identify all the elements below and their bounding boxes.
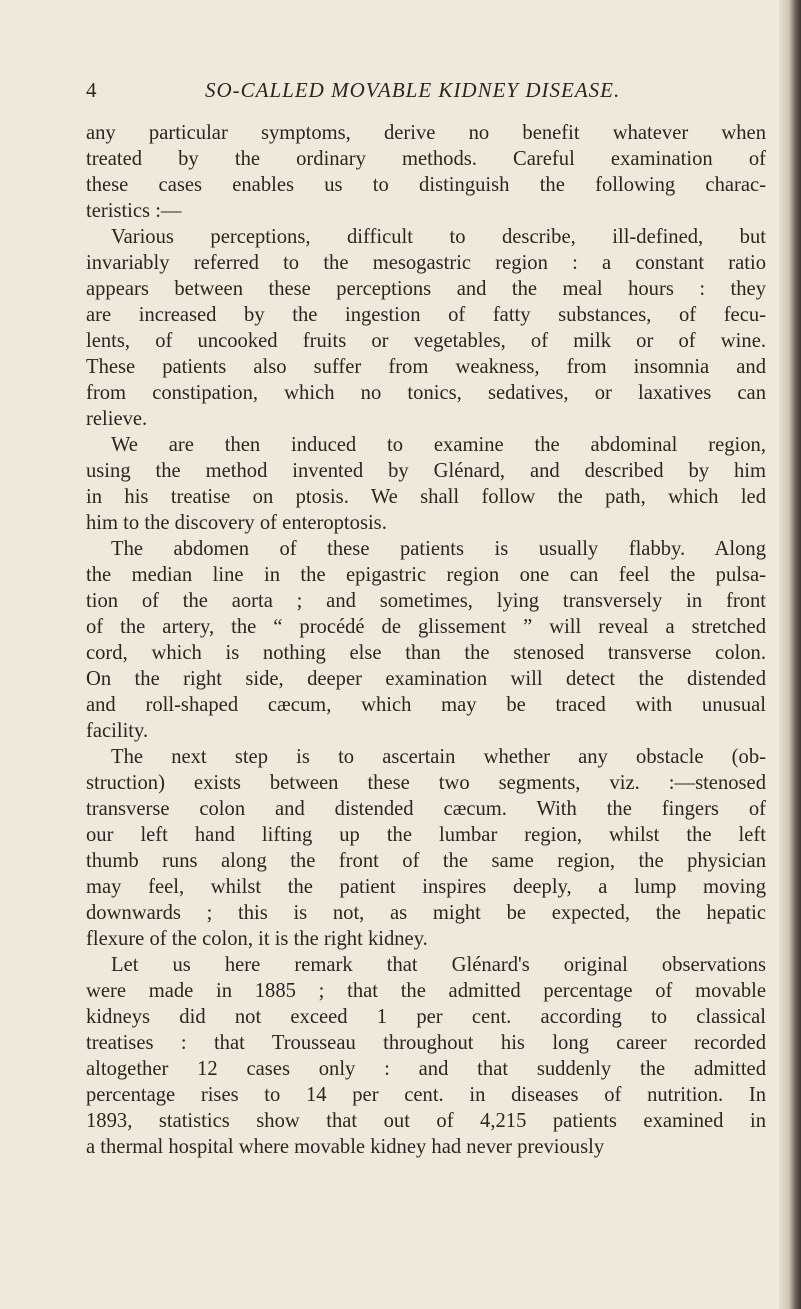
text-line: invariably referred to the mesogastric region : a constant ratio [86, 252, 766, 274]
page-edge-shadow [779, 0, 801, 1309]
text-line: the median line in the epigastric region one can feel the pulsa- [86, 564, 766, 586]
paragraph [86, 224, 766, 432]
text-line: him to the discovery of enteroptosis. [86, 512, 387, 534]
text-line: struction) exists between these two segments, viz. :—stenosed [86, 772, 766, 794]
paragraph [86, 120, 766, 224]
text-line: flexure of the colon, it is the right kidney. [86, 928, 428, 950]
text-line: thumb runs along the front of the same region, the physician [86, 850, 766, 872]
text-line: cord, which is nothing else than the stenosed transverse colon. [86, 642, 766, 664]
page-number: 4 [86, 78, 98, 102]
text-line: in his treatise on ptosis. We shall follow the path, which led [86, 486, 766, 508]
text-line: these cases enables us to distinguish the following charac- [86, 174, 766, 196]
text-line: On the right side, deeper examination will detect the distended [86, 668, 766, 690]
text-line: facility. [86, 720, 149, 742]
text-line: our left hand lifting up the lumbar region, whilst the left [86, 824, 766, 846]
text-line: treated by the ordinary methods. Careful examination of [86, 148, 766, 170]
text-line: The next step is to ascertain whether any obstacle (ob- [111, 746, 766, 768]
text-line: may feel, whilst the patient inspires deeply, a lump moving [86, 876, 766, 898]
body-text [86, 120, 766, 1160]
text-line: kidneys did not exceed 1 per cent. according to classical [86, 1006, 766, 1028]
paragraph [86, 536, 766, 744]
text-line: tion of the aorta ; and sometimes, lying transversely in front [86, 590, 766, 612]
text-line: treatises : that Trousseau throughout his long career recorded [86, 1032, 766, 1054]
text-line: altogether 12 cases only : and that suddenly the admitted [86, 1058, 766, 1080]
text-line: teristics :— [86, 200, 182, 222]
paragraph [86, 952, 766, 1160]
text-line: using the method invented by Glénard, and described by him [86, 460, 766, 482]
text-line: from constipation, which no tonics, sedatives, or laxatives can [86, 382, 766, 404]
text-line: 1893, statistics show that out of 4,215 patients examined in [86, 1110, 766, 1132]
paragraph [86, 744, 766, 952]
text-line: percentage rises to 14 per cent. in diseases of nutrition. In [86, 1084, 766, 1106]
text-line: any particular symptoms, derive no benefit whatever when [86, 122, 766, 144]
text-line: Various perceptions, difficult to describe, ill-defined, but [111, 226, 766, 248]
paragraph [86, 432, 766, 536]
running-title: SO-CALLED MOVABLE KIDNEY DISEASE. [205, 78, 621, 102]
running-header [86, 78, 706, 108]
text-line: downwards ; this is not, as might be expected, the hepatic [86, 902, 766, 924]
text-line: and roll-shaped cæcum, which may be traced with unusual [86, 694, 766, 716]
text-line: Let us here remark that Glénard's original observations [111, 954, 766, 976]
text-line: lents, of uncooked fruits or vegetables, of milk or of wine. [86, 330, 766, 352]
text-line: The abdomen of these patients is usually flabby. Along [111, 538, 766, 560]
text-line: were made in 1885 ; that the admitted percentage of movable [86, 980, 766, 1002]
text-line: We are then induced to examine the abdominal region, [111, 434, 766, 456]
text-line: appears between these perceptions and the meal hours : they [86, 278, 766, 300]
text-line: a thermal hospital where movable kidney had never previously [86, 1136, 605, 1158]
text-line: relieve. [86, 408, 148, 430]
text-line: transverse colon and distended cæcum. With the fingers of [86, 798, 766, 820]
text-line: of the artery, the “ procédé de glissement ” will reveal a stretched [86, 616, 766, 638]
text-line: are increased by the ingestion of fatty substances, of fecu- [86, 304, 766, 326]
text-line: These patients also suffer from weakness, from insomnia and [86, 356, 766, 378]
